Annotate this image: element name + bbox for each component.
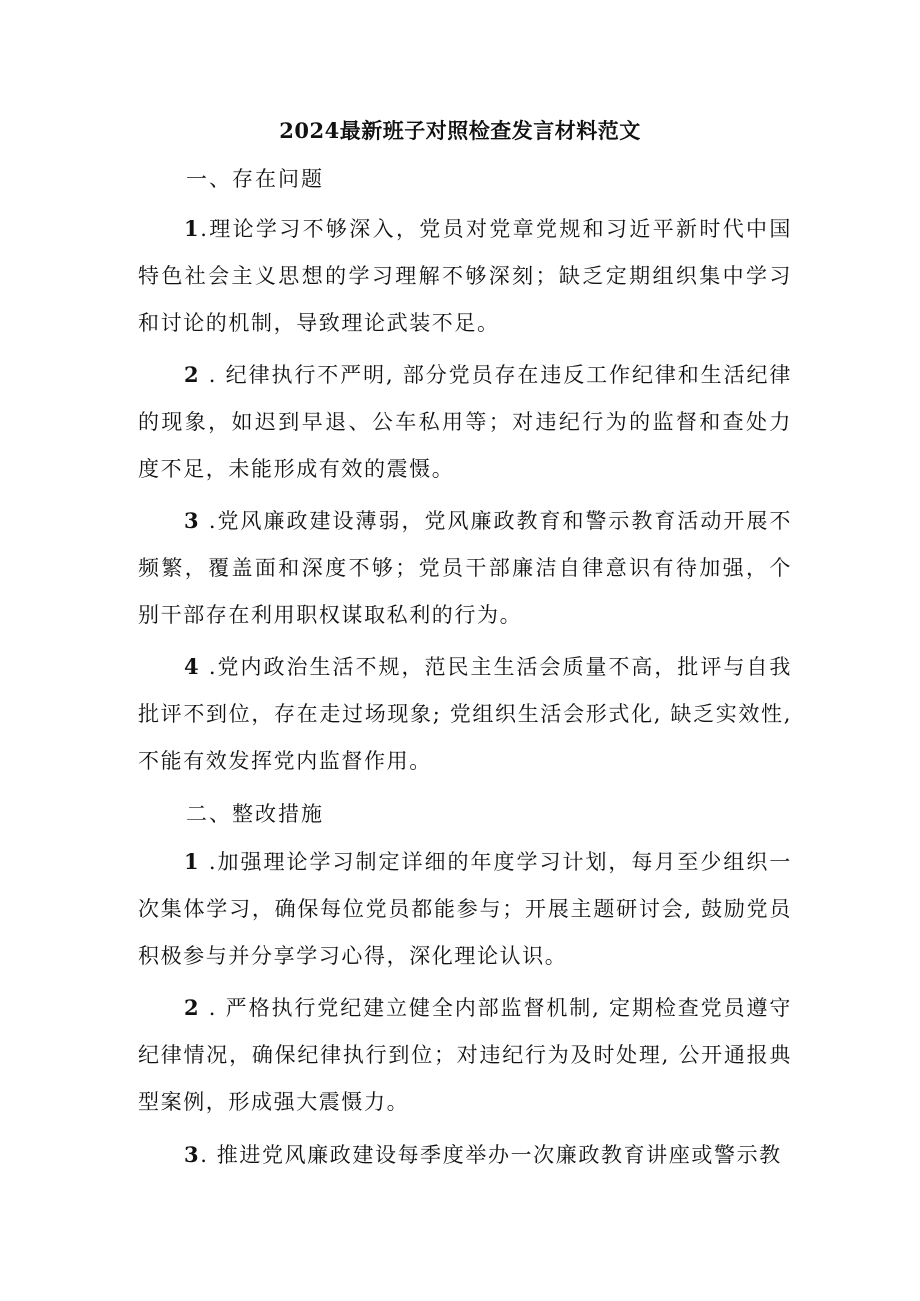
item-text: . 严格执行党纪建立健全内部监督机制, 定期检查党员遵守纪律情况，确保纪律执行到位；对违纪行为及时处理, 公开通报典型案例，形成强大震慑力。 [138,996,792,1114]
item-number: 1 [184,216,201,241]
item-text: .党风廉政建设薄弱，党风廉政教育和警示教育活动开展不频繁，覆盖面和深度不够；党员干部廉洁自律意识有待加强，个别干部存在利用职权谋取私利的行为。 [138,509,792,627]
measure-item-2 [138,984,792,1126]
item-number: 1 [184,849,201,874]
item-number: 2 [184,362,201,387]
document-title: 2024最新班子对照检查发言材料范文 [279,118,641,143]
item-text: . 推进党风廉政建设每季度举办一次廉政教育讲座或警示教 [200,1143,782,1167]
item-text: .加强理论学习制定详细的年度学习计划，每月至少组织一次集体学习，确保每位党员都能参与；开展主题研讨会, 鼓励党员积极参与并分享学习心得，深化理论认识。 [138,850,792,968]
measure-item-3 [138,1131,792,1179]
item-text: .党内政治生活不规，范民主生活会质量不高，批评与自我批评不到位，存在走过场现象; 党组织生活会形式化, 缺乏实效性, 不能有效发挥党内监督作用。 [138,655,792,773]
item-number: 3 [184,508,201,533]
section-heading-problems: 一、存在问题 [186,167,324,191]
item-number: 2 [184,995,201,1020]
item-text: .理论学习不够深入，党员对党章党规和习近平新时代中国特色社会主义思想的学习理解不够深刻；缺乏定期组织集中学习和讨论的机制，导致理论武装不足。 [138,217,792,335]
measure-item-1 [138,838,792,980]
section-heading-measures: 二、整改措施 [186,802,324,826]
problem-item-2 [138,351,792,493]
problem-item-1 [138,205,792,347]
item-number: 3 [184,1142,201,1167]
item-text: . 纪律执行不严明, 部分党员存在违反工作纪律和生活纪律的现象，如迟到早退、公车私用等；对违纪行为的监督和查处力度不足，未能形成有效的震慑。 [138,363,792,481]
problem-item-3 [138,497,792,639]
problem-item-4 [138,643,792,785]
item-number: 4 [184,654,201,679]
